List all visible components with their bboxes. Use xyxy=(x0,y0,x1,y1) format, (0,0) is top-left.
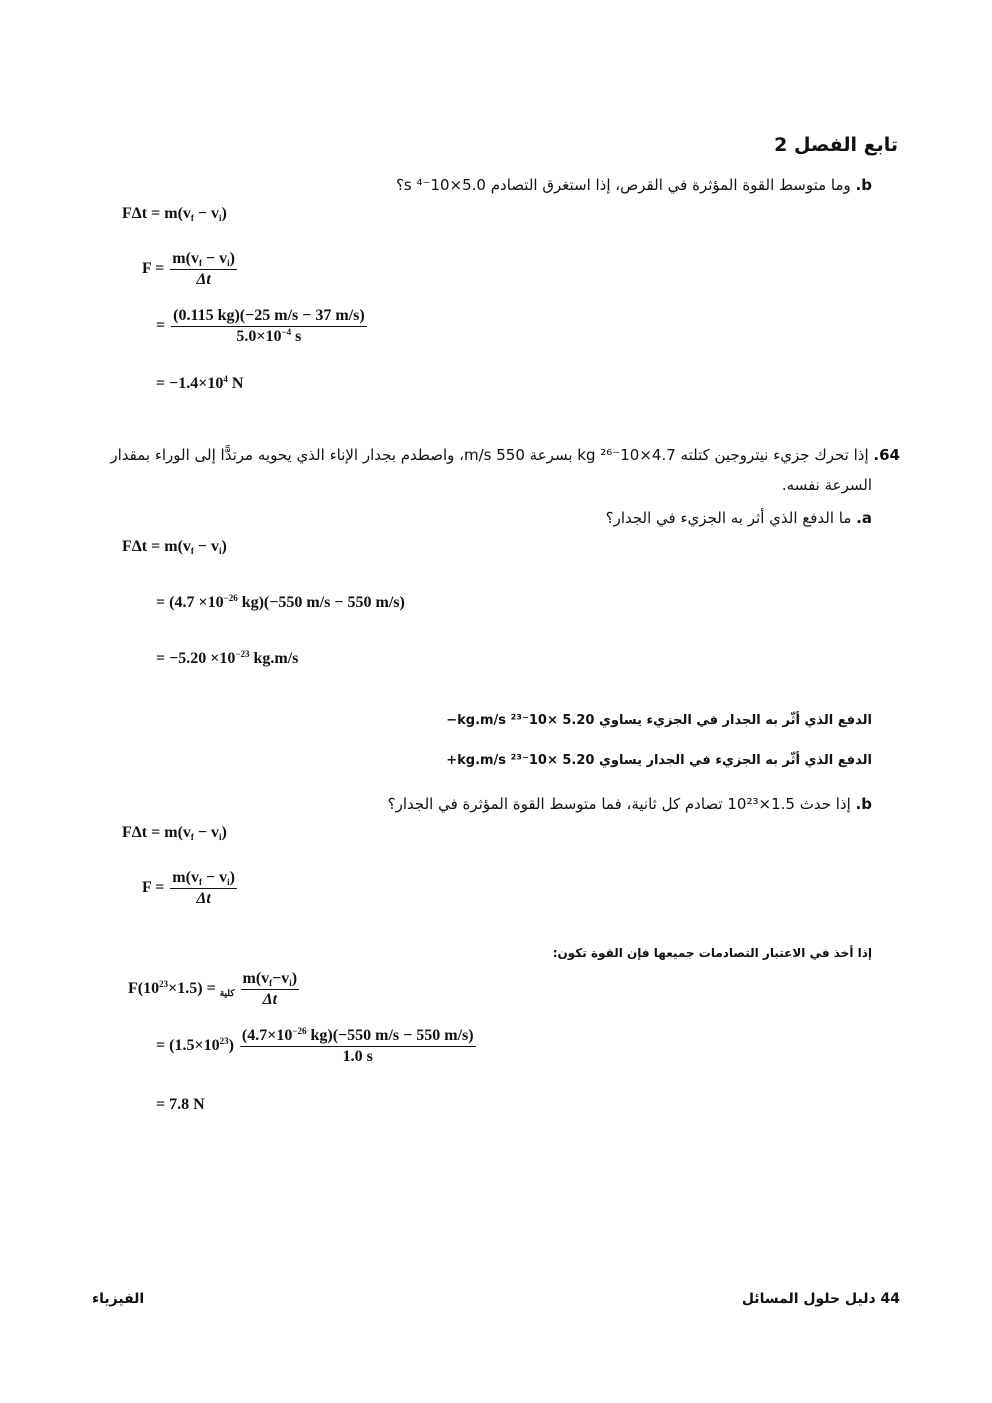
page-title: تابع الفصل 2 xyxy=(774,134,898,156)
fraction: $\frac{m(v_f - v_i)}{\Delta t}$ xyxy=(172,869,235,907)
question-64 xyxy=(110,446,900,464)
equation-impulse: $F\Delta t = m(v_f - v_i)$ xyxy=(122,824,227,842)
equation-force: F = $\frac{m(v_f - v_i)}{\Delta t}$ xyxy=(142,869,235,907)
question-number: 64. xyxy=(873,446,900,464)
equation-impulse: $F\Delta t = m(v_f - v_i)$ xyxy=(122,538,227,556)
equation-result: = $-1.4\times 10^4$ N xyxy=(156,374,244,392)
equation-substitution: = $(1.5\times 10^{23})$ $\frac{(4.7\times 10^{-26} kg)(-550 m/s - 550 m/s)}{1.0 s}$ xyxy=(156,1026,474,1065)
question-text: إذا حدث 1.5×10²³ تصادم كل ثانية، فما متوسط القوة المؤثرة في الجدار؟ xyxy=(387,795,851,813)
fraction: $\frac{(0.115 kg)(-25 m/s - 37 m/s)}{5.0\times 10^{-4} s}$ xyxy=(173,307,365,345)
answer-line-1: الدفع الذي أثّر به الجدار في الجزيء يساوي 5.20 ×10⁻²³ kg.m/s− xyxy=(446,713,872,728)
footer-subject: الفيزياء xyxy=(92,1291,145,1307)
equation-substitution: = ($4.7 \times 10^{-26}$ kg)(−550 m/s − 550 m/s) xyxy=(156,593,405,611)
fraction: $\frac{m(v_f-v_i)}{\Delta t}$ xyxy=(242,970,298,1008)
question-text: إذا تحرك جزيء نيتروجين كتلته 4.7×10⁻²⁶ kg بسرعة 550 m/s، واصطدم بجدار الإناء الذي يحويه مرتدًّا إلى الوراء بمقدار xyxy=(110,446,869,464)
question-text-line2: السرعة نفسه. xyxy=(781,476,872,494)
question-text: وما متوسط القوة المؤثرة في القرص، إذا استغرق التصادم 5.0×10⁻⁴ s؟ xyxy=(395,176,851,194)
question-64a xyxy=(606,509,872,527)
part-label: b. xyxy=(855,795,872,813)
equation-force xyxy=(142,250,239,289)
part-label: a. xyxy=(856,509,872,527)
equation-total-force: F $_{كلية} = (1.5\times 10^{23})$ $\frac{m(v_f-v_i)}{\Delta t}$ xyxy=(128,970,298,1008)
equation-impulse: $F\Delta t = m(v_f - v_i)$ xyxy=(122,205,227,223)
answer-line-2: الدفع الذي أثّر به الجزيء في الجدار يساوي 5.20 ×10⁻²³ kg.m/s+ xyxy=(446,753,872,768)
part-label: b. xyxy=(855,176,872,194)
fraction: $\frac{(4.7\times 10^{-26} kg)(-550 m/s - 550 m/s)}{1.0 s}$ xyxy=(241,1026,474,1065)
equation-result: = 7.8 N xyxy=(156,1096,205,1113)
question-63b xyxy=(396,176,872,194)
equation-substitution: = $\frac{(0.115 kg)(-25 m/s - 37 m/s)}{5.0\times 10^{-4} s}$ xyxy=(156,307,365,345)
footer-page-number: 44 دليل حلول المسائل xyxy=(741,1291,900,1307)
question-text: ما الدفع الذي أثر به الجزيء في الجدار؟ xyxy=(605,509,852,527)
equation-result: = $-5.20 \times 10^{-23}$ kg.m/s xyxy=(156,649,299,667)
note-text: إذا أخذ في الاعتبار التصادمات جميعها فإن القوة تكون: xyxy=(552,946,872,960)
question-64b xyxy=(388,795,872,813)
fraction: $\frac{m(v_f - v_i)}{\Delta t}$ xyxy=(172,250,235,288)
equation-lhs: F = xyxy=(142,260,165,278)
